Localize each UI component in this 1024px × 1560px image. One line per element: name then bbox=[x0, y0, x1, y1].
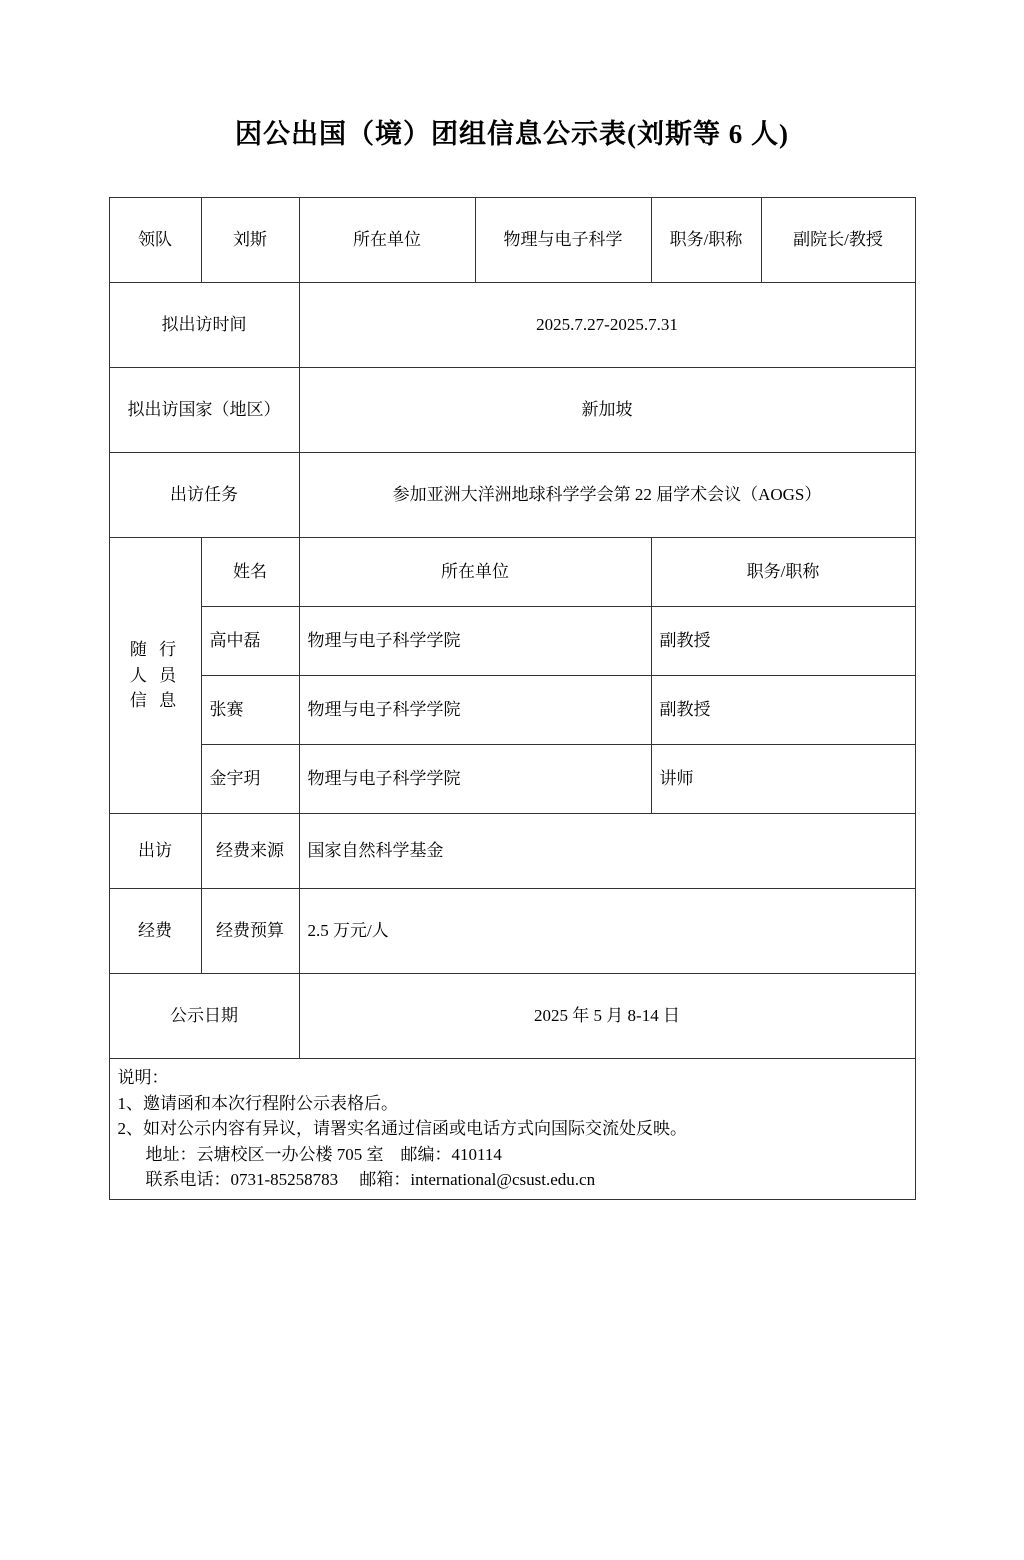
member-unit: 物理与电子科学学院 bbox=[299, 607, 651, 676]
members-label: 随 行 人 员 信 息 bbox=[109, 538, 201, 814]
task-value: 参加亚洲大洋洲地球科学学会第 22 届学术会议（AOGS） bbox=[299, 453, 915, 538]
leader-label: 领队 bbox=[109, 198, 201, 283]
notes-address: 地址：云塘校区一办公楼 705 室 邮编：410114 bbox=[145, 1144, 502, 1164]
table-row-fund-source bbox=[109, 814, 915, 889]
time-value: 2025.7.27-2025.7.31 bbox=[299, 283, 915, 368]
table-row bbox=[109, 607, 915, 676]
notes-line-1: 1、邀请函和本次行程附公示表格后。 bbox=[117, 1093, 398, 1113]
fund-source-label: 经费来源 bbox=[201, 814, 299, 889]
leader-title-value: 副院长/教授 bbox=[761, 198, 915, 283]
fund-budget-label: 经费预算 bbox=[201, 889, 299, 974]
member-name: 张赛 bbox=[201, 676, 299, 745]
members-header-name: 姓名 bbox=[201, 538, 299, 607]
table-row bbox=[109, 745, 915, 814]
members-header-title: 职务/职称 bbox=[651, 538, 915, 607]
table-row-country bbox=[109, 368, 915, 453]
member-title: 副教授 bbox=[651, 607, 915, 676]
document-page bbox=[0, 112, 1024, 1560]
notes-contact: 联系电话：0731-85258783 邮箱：international@csust.edu.cn bbox=[145, 1170, 596, 1189]
task-label: 出访任务 bbox=[109, 453, 299, 538]
table-row bbox=[109, 676, 915, 745]
publish-value: 2025 年 5 月 8-14 日 bbox=[299, 974, 915, 1059]
funds-label-line2: 经费 bbox=[109, 889, 201, 974]
page-title: 因公出国（境）团组信息公示表(刘斯等 6 人) bbox=[235, 119, 789, 149]
leader-unit-label: 所在单位 bbox=[299, 198, 475, 283]
table-row-publish bbox=[109, 974, 915, 1059]
funds-label-line1: 出访 bbox=[109, 814, 201, 889]
time-label: 拟出访时间 bbox=[109, 283, 299, 368]
info-table bbox=[109, 197, 916, 1200]
member-title: 副教授 bbox=[651, 676, 915, 745]
fund-budget-value: 2.5 万元/人 bbox=[299, 889, 915, 974]
table-row-members-header bbox=[109, 538, 915, 607]
table-row-task bbox=[109, 453, 915, 538]
leader-unit-value: 物理与电子科学 bbox=[475, 198, 651, 283]
fund-source-value: 国家自然科学基金 bbox=[299, 814, 915, 889]
member-unit: 物理与电子科学学院 bbox=[299, 676, 651, 745]
table-row-leader bbox=[109, 198, 915, 283]
country-value: 新加坡 bbox=[299, 368, 915, 453]
table-row-time bbox=[109, 283, 915, 368]
publish-label: 公示日期 bbox=[109, 974, 299, 1059]
notes-cell bbox=[109, 1059, 915, 1200]
leader-title-label: 职务/职称 bbox=[651, 198, 761, 283]
members-header-unit: 所在单位 bbox=[299, 538, 651, 607]
member-title: 讲师 bbox=[651, 745, 915, 814]
leader-name: 刘斯 bbox=[201, 198, 299, 283]
notes-line-2: 2、如对公示内容有异议，请署实名通过信函或电话方式向国际交流处反映。 bbox=[117, 1119, 687, 1138]
table-row-notes bbox=[109, 1059, 915, 1200]
country-label: 拟出访国家（地区） bbox=[109, 368, 299, 453]
member-name: 高中磊 bbox=[201, 607, 299, 676]
member-name: 金宇玥 bbox=[201, 745, 299, 814]
table-row-fund-budget bbox=[109, 889, 915, 974]
notes-heading: 说明： bbox=[117, 1068, 169, 1087]
member-unit: 物理与电子科学学院 bbox=[299, 745, 651, 814]
